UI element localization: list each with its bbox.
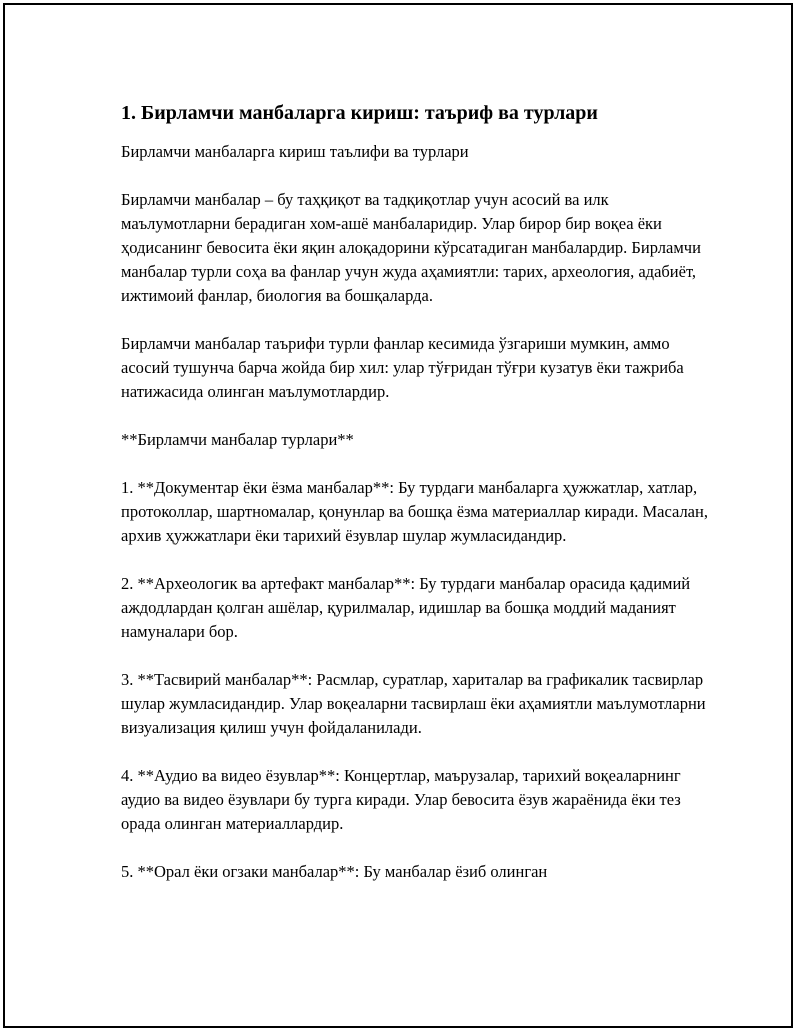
type-item-oral: 5. **Орал ёки огзаки манбалар**: Бу манбалар ёзиб олинган (121, 862, 548, 881)
type-item-archaeological: 2. **Археологик ва артефакт манбалар**: Бу турдаги манбалар орасида қадимий аждодлардан қолган ашёлар, қурилмалар, идишлар ва бошқа моддий маданият намуналари бор. (121, 574, 691, 641)
type-item-documentary: 1. **Документар ёки ёзма манбалар**: Бу турдаги манбаларга ҳужжатлар, хатлар, протоколлар, шартномалар, қонунлар ва бошқа ёзма материаллар киради. Масалан, архив ҳужжатлари ёки тарихий ёзувлар шулар жумласидандир. (121, 478, 708, 545)
definition-note-paragraph: Бирламчи манбалар таърифи турли фанлар кесимида ўзгариши мумкин, аммо асосий тушунча барча жойда бир хил: улар тўғридан тўғри кузатув ёки тажриба натижасида олинган маълумотлардир. (121, 334, 684, 401)
document-page (3, 3, 793, 1028)
types-heading-paragraph: **Бирламчи манбалар турлари** (121, 430, 354, 449)
document-content (121, 100, 721, 908)
type-item-audio-video: 4. **Аудио ва видео ёзувлар**: Концертлар, маърузалар, тарихий воқеаларнинг аудио ва видео ёзувлари бу турга киради. Улар бевосита ёзув жараёнида ёки тез орада олинган материаллардир. (121, 766, 681, 833)
subtitle-paragraph: Бирламчи манбаларга кириш таълифи ва турлари (121, 142, 469, 161)
section-heading: 1. Бирламчи манбаларга кириш: таъриф ва турлари (121, 102, 598, 124)
definition-paragraph: Бирламчи манбалар – бу таҳқиқот ва тадқиқотлар учун асосий ва илк маълумотларни берадиган хом-ашё манбаларидир. Улар бирор бир воқеа ёки ҳодисанинг бевосита ёки яқин алоқадорини кўрсатадиган манбалардир. Бирламчи манбалар турли соҳа ва фанлар учун жуда аҳамиятли: тарих, археология, адабиёт, ижтимоий фанлар, биология ва бошқаларда. (121, 190, 701, 305)
type-item-visual: 3. **Тасвирий манбалар**: Расмлар, суратлар, хариталар ва графикалик тасвирлар шулар жумласидандир. Улар воқеаларни тасвирлаш ёки аҳамиятли маълумотларни визуализация қилиш учун фойдаланилади. (121, 670, 706, 737)
